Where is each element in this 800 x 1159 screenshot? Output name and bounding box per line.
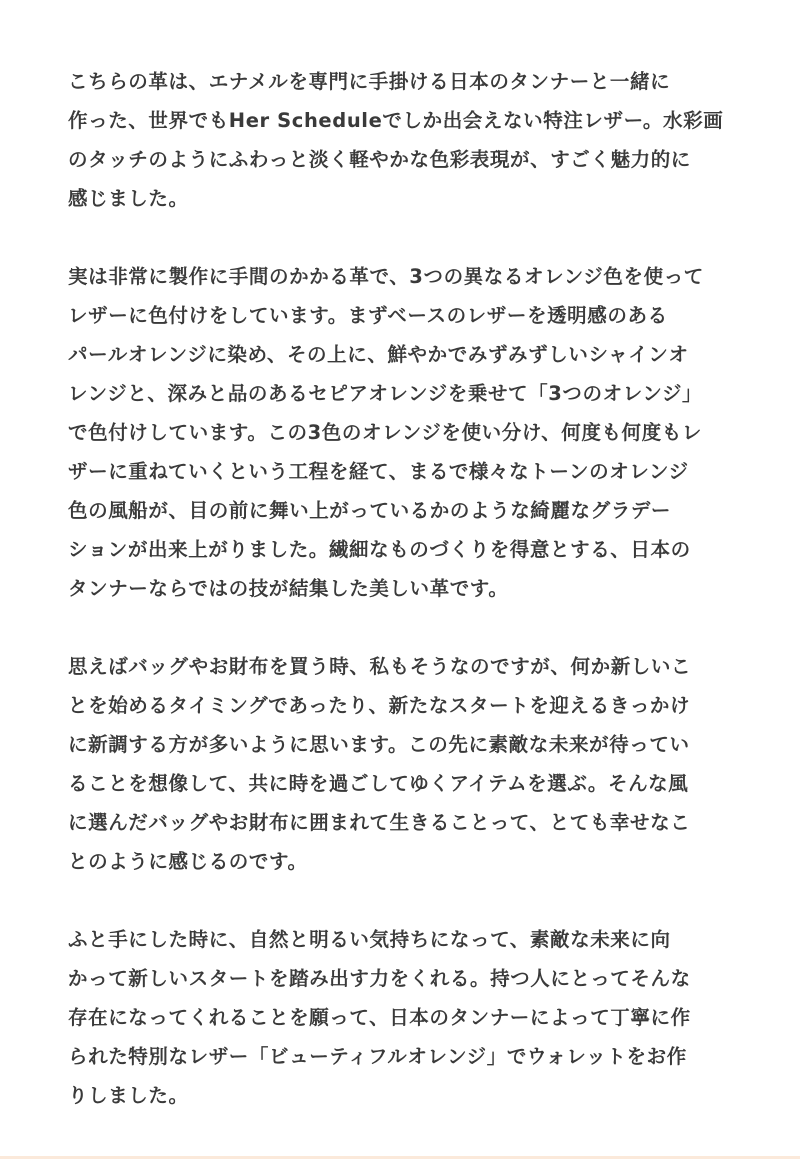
paragraph-2 <box>68 257 732 608</box>
text-line: 思えばバッグやお財布を買う時、私もそうなのですが、何か新しいこ <box>68 655 692 678</box>
text-line: ザーに重ねていくという工程を経て、まるで様々なトーンのオレンジ <box>68 460 689 483</box>
text-line: レザーに色付けをしています。まずベースのレザーを透明感のある <box>68 304 668 327</box>
text-line: レンジと、深みと品のあるセピアオレンジを乗せて「3つのオレンジ」 <box>68 382 703 405</box>
text-line: られた特別なレザー「ビューティフルオレンジ」でウォレットをお作 <box>68 1045 687 1068</box>
text-line: タンナーならではの技が結集した美しい革です。 <box>68 577 509 600</box>
text-line: ふと手にした時に、自然と明るい気持ちになって、素敵な未来に向 <box>68 928 671 951</box>
text-line: パールオレンジに染め、その上に、鮮やかでみずみずしいシャインオ <box>68 343 689 366</box>
text-line: ションが出来上がりました。繊細なものづくりを得意とする、日本の <box>68 538 691 561</box>
text-line: ることを想像して、共に時を過ごしてゆくアイテムを選ぶ。そんな風 <box>68 772 689 795</box>
text-line: こちらの革は、エナメルを専門に手掛ける日本のタンナーと一緒に <box>68 70 671 93</box>
text-line: かって新しいスタートを踏み出す力をくれる。持つ人にとってそんな <box>68 967 691 990</box>
text-line: 作った、世界でもHer Scheduleでしか出会えない特注レザー。水彩画 <box>68 109 724 132</box>
paragraph-3 <box>68 647 732 881</box>
text-line: のタッチのようにふわっと淡く軽やかな色彩表現が、すごく魅力的に <box>68 148 691 171</box>
text-line: 実は非常に製作に手間のかかる革で、3つの異なるオレンジ色を使って <box>68 265 704 288</box>
text-line: に選んだバッグやお財布に囲まれて生きることって、とても幸せなこ <box>68 811 691 834</box>
text-line: とを始めるタイミングであったり、新たなスタートを迎えるきっかけ <box>68 694 691 717</box>
paragraph-1 <box>68 62 732 218</box>
text-line: で色付けしています。この3色のオレンジを使い分け、何度も何度もレ <box>68 421 702 444</box>
paragraph-4 <box>68 920 732 1115</box>
text-line: 色の風船が、目の前に舞い上がっているかのような綺麗なグラデー <box>68 499 672 522</box>
text-line: 存在になってくれることを願って、日本のタンナーによって丁寧に作 <box>68 1006 691 1029</box>
text-line: とのように感じるのです。 <box>68 850 308 873</box>
text-line: 感じました。 <box>68 187 189 210</box>
article-body <box>68 62 732 1154</box>
text-line: りしました。 <box>68 1084 189 1107</box>
text-line: に新調する方が多いように思います。この先に素敵な未来が待ってい <box>68 733 690 756</box>
